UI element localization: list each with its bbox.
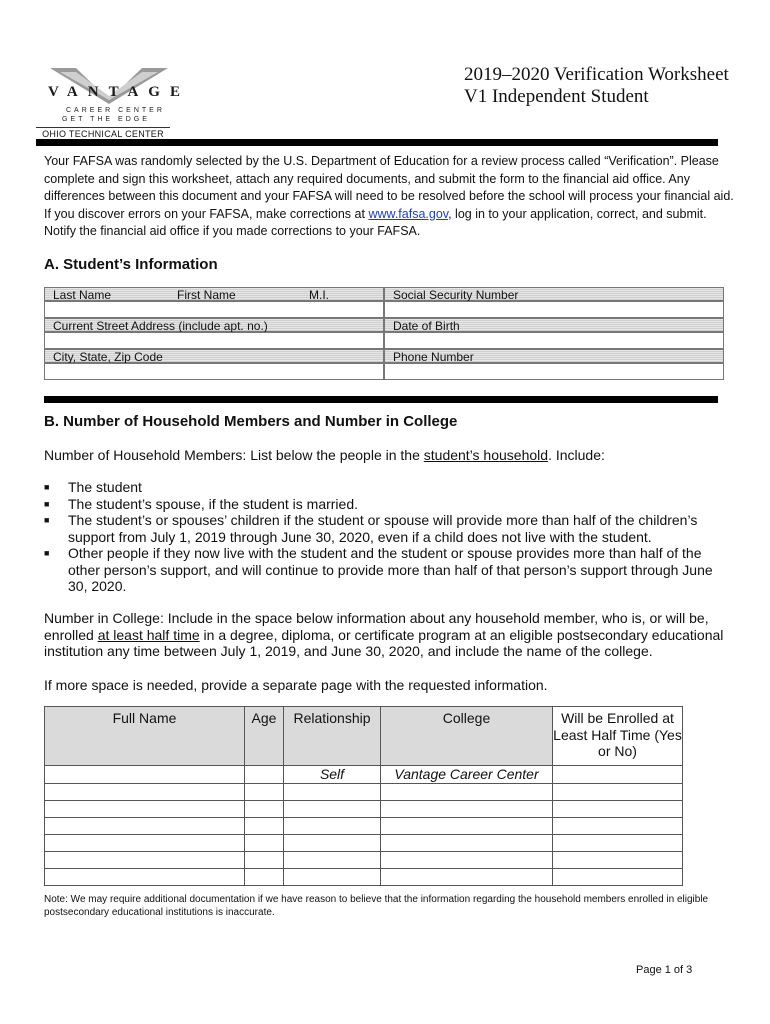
- col-full-name: Full Name: [45, 707, 245, 766]
- college-text-2: in a degree, diploma, or certificate program at an eligible postsecondary educational institution any time between July 1, 2019, and June 30, 2020, and include the name of the college.: [44, 626, 724, 659]
- table-cell[interactable]: [45, 852, 245, 869]
- address-label: Current Street Address (include apt. no.): [44, 318, 384, 332]
- table-cell[interactable]: [381, 818, 553, 835]
- table-row: [45, 801, 683, 818]
- header-divider: [36, 139, 718, 146]
- table-cell[interactable]: [553, 818, 683, 835]
- bullet-icon: ■: [44, 548, 50, 558]
- first-name-label: First Name: [177, 288, 236, 302]
- students-household-underline: student’s household: [423, 447, 549, 463]
- phone-input[interactable]: [384, 363, 724, 380]
- table-cell[interactable]: [45, 784, 245, 801]
- table-cell[interactable]: [245, 818, 284, 835]
- table-cell[interactable]: [245, 869, 284, 886]
- list-item: [44, 512, 734, 545]
- household-intro: [44, 447, 734, 464]
- table-cell[interactable]: [245, 784, 284, 801]
- table-cell[interactable]: [381, 784, 553, 801]
- logo-tagline-1: CAREER CENTER: [66, 107, 165, 114]
- table-cell[interactable]: [284, 818, 381, 835]
- college-text-1: Number in College: Include in the space below information about any household member, who is, or will be, enrolled: [44, 610, 709, 643]
- bullet-icon: ■: [44, 482, 50, 492]
- bullet-text: The student’s or spouses’ children if the student or spouse will provide more than half of the children’s support from July 1, 2019 through June 30, 2020, even if a child does not live with the student.: [68, 512, 698, 545]
- list-item: [44, 496, 734, 513]
- ssn-input[interactable]: [384, 301, 724, 318]
- table-row: [45, 784, 683, 801]
- table-cell[interactable]: [284, 801, 381, 818]
- fafsa-link[interactable]: www.fafsa.gov: [368, 206, 449, 221]
- table-cell[interactable]: [45, 818, 245, 835]
- table-cell[interactable]: [245, 801, 284, 818]
- self-college-cell: Vantage Career Center: [381, 766, 553, 784]
- bullet-text: Other people if they now live with the student and the student or spouse provides more than half of the other person’s support, and will continue to provide more than half of that person’s support through June 30, 2020.: [68, 545, 713, 594]
- bullet-text: The student: [68, 479, 142, 495]
- table-cell[interactable]: [45, 801, 245, 818]
- name-input[interactable]: [44, 301, 384, 318]
- household-bullet-list: [44, 479, 734, 595]
- info-row-address: [44, 318, 724, 332]
- table-cell[interactable]: [284, 869, 381, 886]
- household-intro-text: Number of Household Members: List below the people in the: [44, 447, 424, 463]
- intro-paragraph: [44, 153, 734, 241]
- table-row: [45, 766, 683, 784]
- self-age-cell[interactable]: [245, 766, 284, 784]
- list-item: [44, 545, 734, 595]
- city-input[interactable]: [44, 363, 384, 380]
- dob-label: Date of Birth: [384, 318, 724, 332]
- mi-label: M.I.: [309, 288, 329, 302]
- table-cell[interactable]: [245, 835, 284, 852]
- logo-ohio-bar: OHIO TECHNICAL CENTER: [36, 127, 170, 140]
- table-cell[interactable]: [381, 852, 553, 869]
- worksheet-title: [464, 64, 729, 108]
- table-cell[interactable]: [381, 801, 553, 818]
- table-header-row: [45, 707, 683, 766]
- household-intro-end: . Include:: [548, 447, 605, 463]
- table-cell[interactable]: [45, 835, 245, 852]
- table-cell[interactable]: [245, 852, 284, 869]
- half-time-underline: at least half time: [97, 626, 200, 643]
- bullet-icon: ■: [44, 498, 50, 509]
- section-b-heading: B. Number of Household Members and Number in College: [44, 413, 458, 430]
- info-row-address-input: [44, 332, 724, 349]
- city-label: City, State, Zip Code: [44, 349, 384, 363]
- student-info-table: [44, 287, 724, 380]
- col-relationship: Relationship: [284, 707, 381, 766]
- col-college: College: [381, 707, 553, 766]
- section-divider: [44, 396, 718, 403]
- phone-label: Phone Number: [384, 349, 724, 363]
- table-cell[interactable]: [381, 869, 553, 886]
- table-row: [45, 869, 683, 886]
- table-cell[interactable]: [381, 835, 553, 852]
- intro-text-2: , log in to your application, correct, and submit. Notify the financial aid office if you made corrections to your FAFSA.: [44, 206, 707, 238]
- table-cell[interactable]: [553, 784, 683, 801]
- page-number: Page 1 of 3: [636, 964, 693, 976]
- college-paragraph: [44, 610, 724, 660]
- table-cell[interactable]: [553, 801, 683, 818]
- logo-wordmark: VANTAGE: [48, 84, 190, 100]
- title-line-2: V1 Independent Student: [464, 86, 649, 107]
- bullet-text: The student’s spouse, if the student is married.: [68, 495, 359, 512]
- household-table: [44, 706, 683, 886]
- table-cell[interactable]: [553, 852, 683, 869]
- table-cell[interactable]: [553, 869, 683, 886]
- table-cell[interactable]: [284, 784, 381, 801]
- section-a-heading: A. Student’s Information: [44, 256, 218, 273]
- list-item: [44, 479, 734, 496]
- table-row: [45, 852, 683, 869]
- bullet-icon: ■: [44, 515, 50, 525]
- footnote: Note: We may require additional documentation if we have reason to believe that the information regarding the household members enrolled in eligible postsecondary educational institutions is inaccurate.: [44, 894, 709, 918]
- more-space-note: If more space is needed, provide a separate page with the requested information.: [44, 677, 548, 693]
- info-row-name: [44, 287, 724, 301]
- table-cell[interactable]: [284, 835, 381, 852]
- address-input[interactable]: [44, 332, 384, 349]
- table-row: [45, 835, 683, 852]
- intro-text-1: Your FAFSA was randomly selected by the U.S. Department of Education for a review process called “Verification”. Please complete and sign this worksheet, attach any required documents, and submit the form to the financial aid office. Any differences between this document and your FAFSA will need to be resolved before the school will process your financial aid. If you discover errors on your FAFSA, make corrections at: [44, 154, 734, 221]
- logo-tagline-2: GET THE EDGE: [62, 116, 150, 123]
- dob-input[interactable]: [384, 332, 724, 349]
- name-label-cell: [44, 287, 384, 301]
- col-enrolled: Will be Enrolled at Least Half Time (Yes or No): [553, 707, 683, 766]
- table-cell[interactable]: [553, 835, 683, 852]
- info-row-city-input: [44, 363, 724, 380]
- table-cell[interactable]: [45, 869, 245, 886]
- ssn-label: Social Security Number: [384, 287, 724, 301]
- table-row: [45, 818, 683, 835]
- last-name-label: Last Name: [53, 288, 112, 302]
- self-enrolled-cell[interactable]: [553, 766, 683, 784]
- table-cell[interactable]: [284, 852, 381, 869]
- self-name-cell[interactable]: [45, 766, 245, 784]
- title-line-1: 2019–2020 Verification Worksheet: [464, 64, 729, 85]
- info-row-name-input: [44, 301, 724, 318]
- self-relationship-cell: Self: [284, 766, 381, 784]
- col-age: Age: [245, 707, 284, 766]
- info-row-city: [44, 349, 724, 363]
